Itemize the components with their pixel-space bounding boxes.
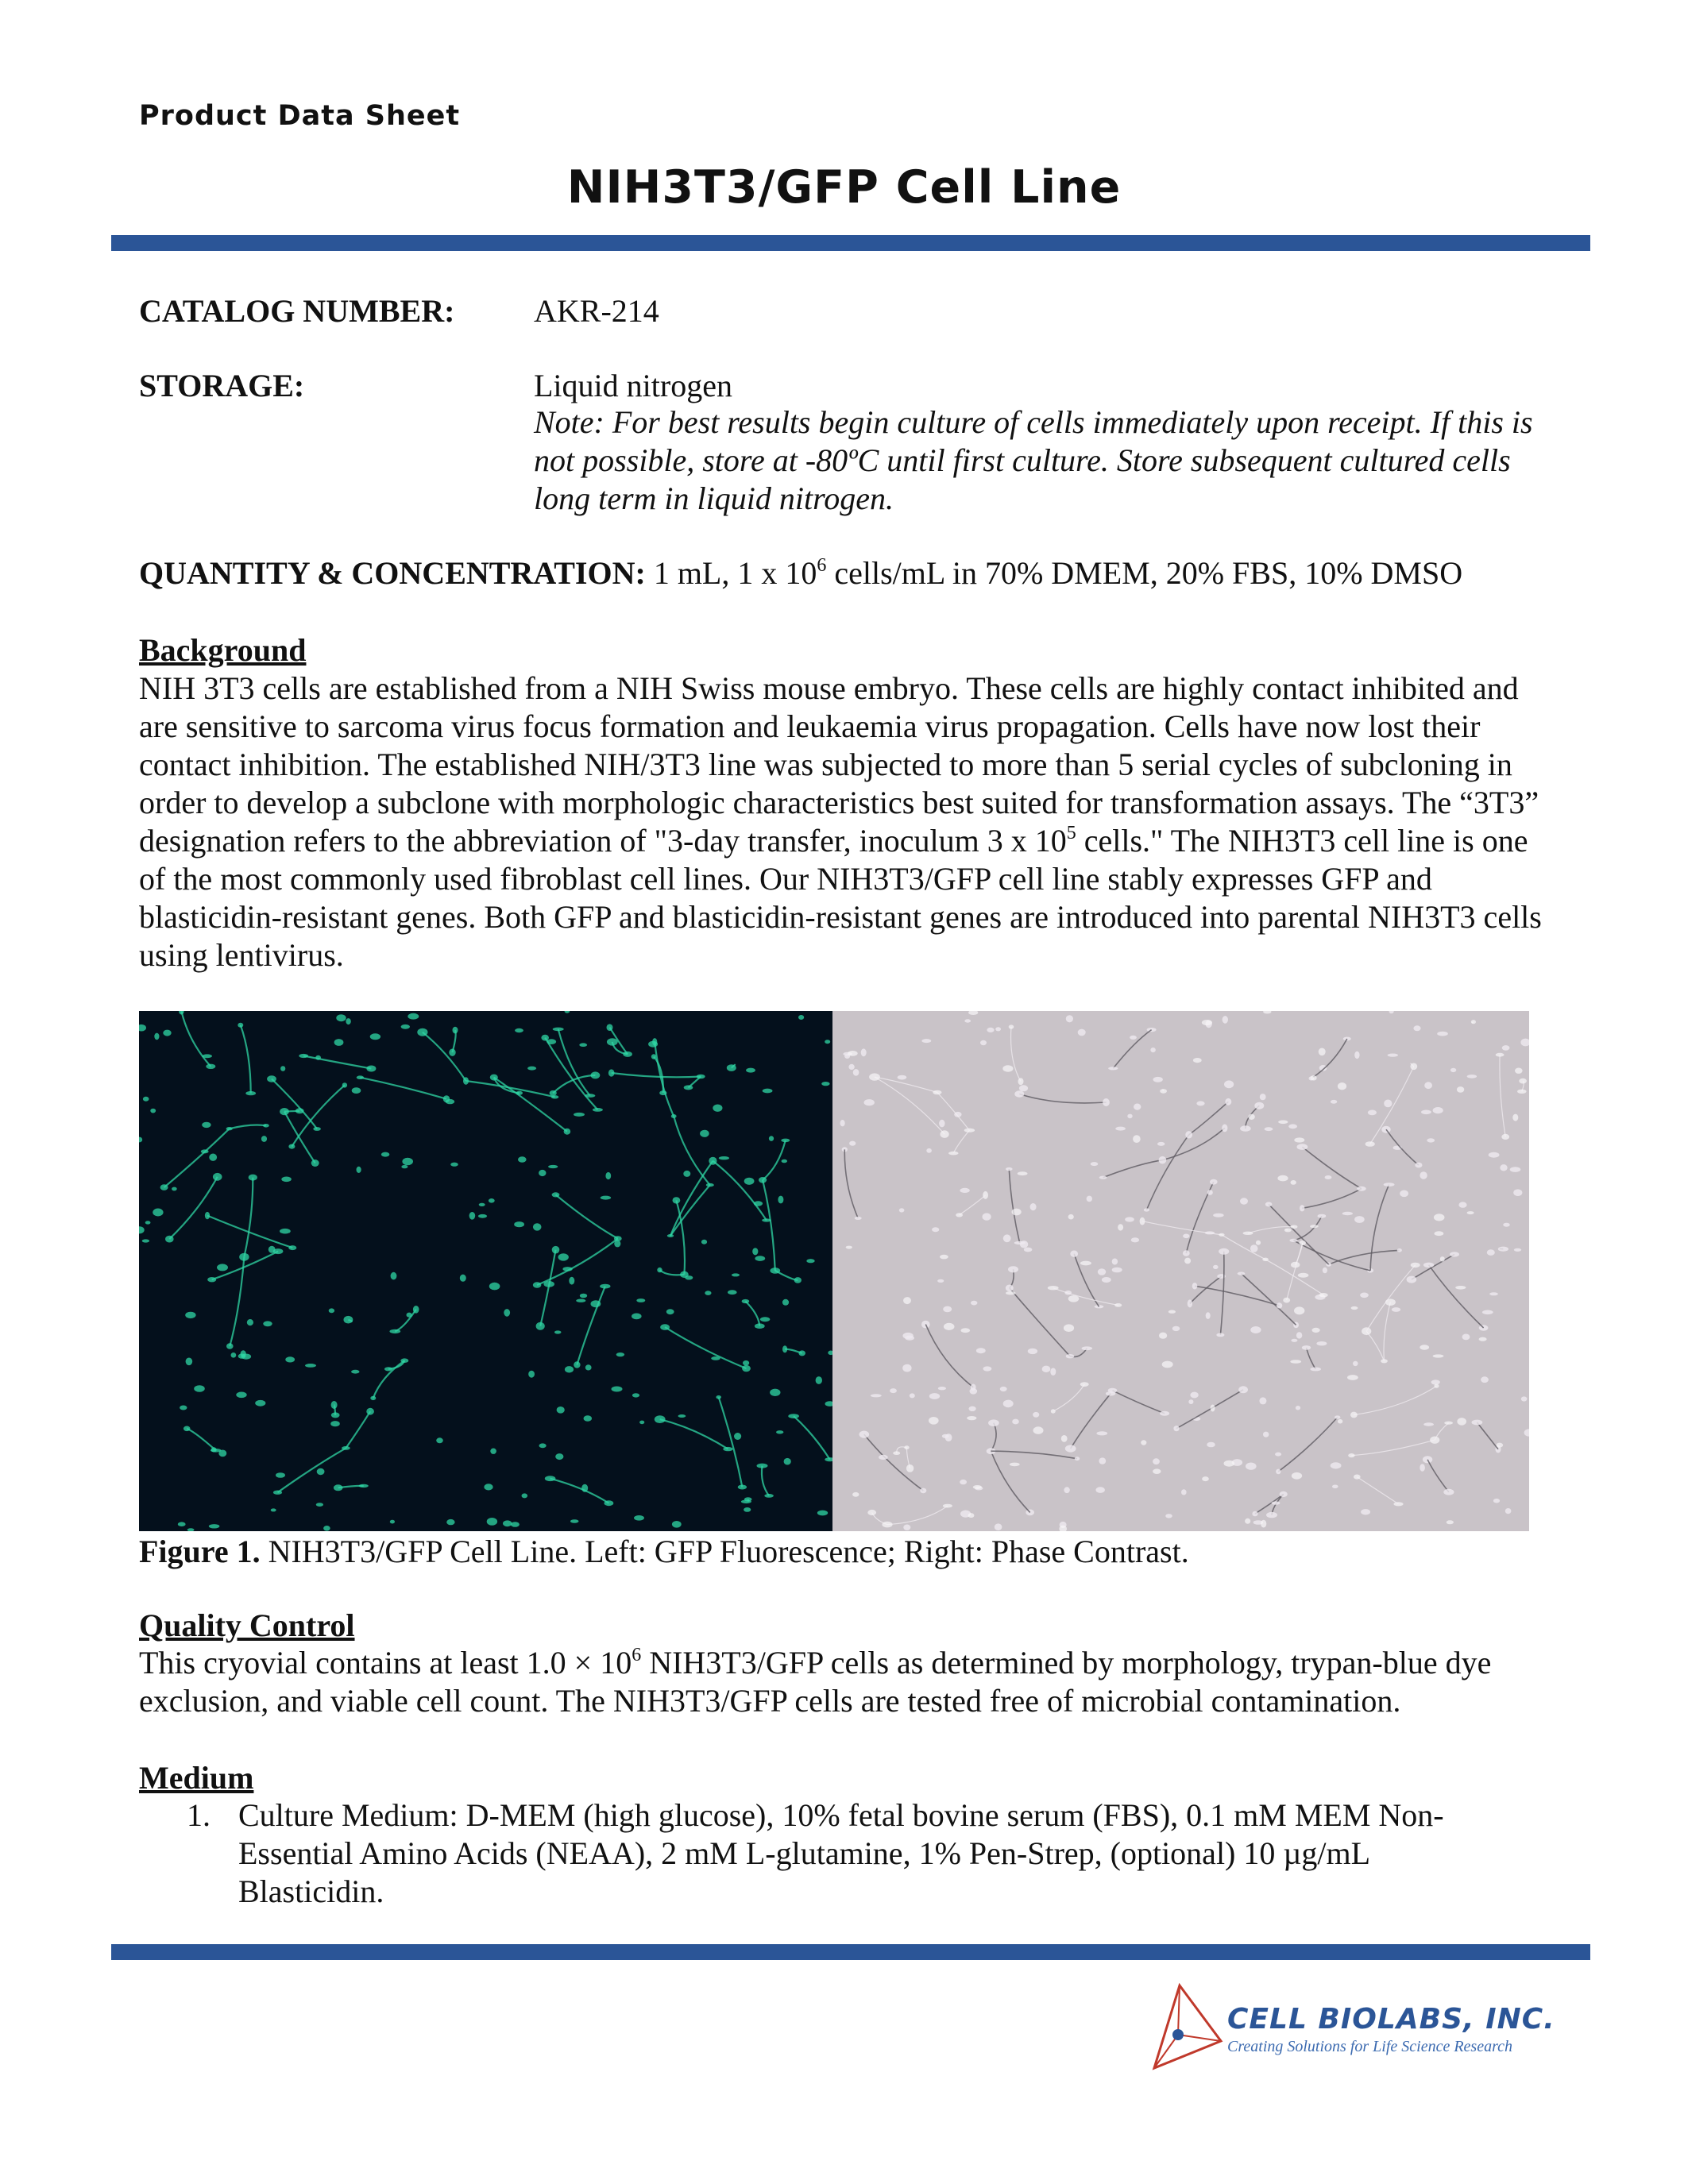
quantity-exponent: 6 <box>817 555 827 576</box>
document-type-label: Product Data Sheet <box>139 100 461 132</box>
quality-control-text-post: NIH3T3/GFP cells as determined by morphology, trypan-blue dye exclusion, and viable cell count. The NIH3T3/GFP cells are tested free of microbial contamination. <box>139 1645 1492 1719</box>
catalog-number-value: AKR-214 <box>534 293 659 329</box>
phase-contrast-image <box>832 1011 1529 1531</box>
medium-item-number: 1. <box>187 1797 211 1833</box>
storage-label: STORAGE: <box>139 368 305 403</box>
quantity-value-pre: 1 mL, 1 x 10 <box>645 555 817 591</box>
storage-note: Note: For best results begin culture of cells immediately upon receipt. If this is not possible, store at -80ºC until first culture. Store subsequent cultured cells long term in liquid nitrogen. <box>534 404 1533 516</box>
figure-caption-text: NIH3T3/GFP Cell Line. Left: GFP Fluorescence; Right: Phase Contrast. <box>260 1534 1189 1569</box>
storage-value: Liquid nitrogen <box>534 368 732 403</box>
catalog-number-label: CATALOG NUMBER: <box>139 293 455 329</box>
page-title: NIH3T3/GFP Cell Line <box>566 161 1122 214</box>
figure-caption-label: Figure 1. <box>139 1534 261 1569</box>
background-text-pre: NIH 3T3 cells are established from a NIH Swiss mouse embryo. These cells are highly contact inhibited and are sensitive to sarcoma virus focus formation and leukaemia virus propagation. Cells have now lost their contact inhibition. The established NIH/3T3 line was subjected to more than 5 serial cycles of subcloning in order to develop a subclone with morphologic characteristics best suited for transformation assays. The “3T3” designation refers to the abbreviation of "3-day transfer, inoculum 3 x 10 <box>139 670 1539 859</box>
medium-heading: Medium <box>139 1760 254 1796</box>
figure-caption <box>139 1533 1189 1570</box>
quality-control-text-pre: This cryovial contains at least 1.0 × 10 <box>139 1645 632 1680</box>
quality-control-exponent: 6 <box>632 1645 642 1665</box>
medium-item-text: Culture Medium: D-MEM (high glucose), 10% fetal bovine serum (FBS), 0.1 mM MEM Non-Essential Amino Acids (NEAA), 2 mM L-glutamine, 1% Pen-Strep, (optional) 10 µg/mL Blasticidin. <box>238 1797 1444 1909</box>
background-paragraph <box>139 669 1553 974</box>
gfp-fluorescence-image <box>139 1011 832 1531</box>
quantity-label: QUANTITY & CONCENTRATION: <box>139 555 646 591</box>
top-divider <box>111 235 1590 251</box>
cell-network <box>139 1011 832 1531</box>
bottom-divider <box>111 1944 1590 1960</box>
background-heading: Background <box>139 632 307 668</box>
company-name: CELL BIOLABS, INC. <box>1227 2003 1555 2035</box>
quantity-concentration <box>139 554 1462 592</box>
background-exponent: 5 <box>1066 823 1076 843</box>
phase-contrast-cells <box>832 1011 1529 1531</box>
quality-control-heading: Quality Control <box>139 1607 355 1643</box>
cell-network <box>840 1011 1530 1530</box>
triangle-logo-icon <box>1132 1979 1227 2074</box>
quantity-value-post: cells/mL in 70% DMEM, 20% FBS, 10% DMSO <box>826 555 1463 591</box>
gfp-fluorescence-cells <box>139 1011 832 1531</box>
quality-control-paragraph <box>139 1644 1569 1720</box>
company-tagline: Creating Solutions for Life Science Research <box>1227 2038 1513 2055</box>
background-text-post: cells." The NIH3T3 cell line is one of the most commonly used fibroblast cell lines. Our NIH3T3/GFP cell line stably expresses GFP and blasticidin-resistant genes. Both GFP and blasticidin-resistant genes are introduced into parental NIH3T3 cells using lentivirus. <box>139 823 1542 973</box>
